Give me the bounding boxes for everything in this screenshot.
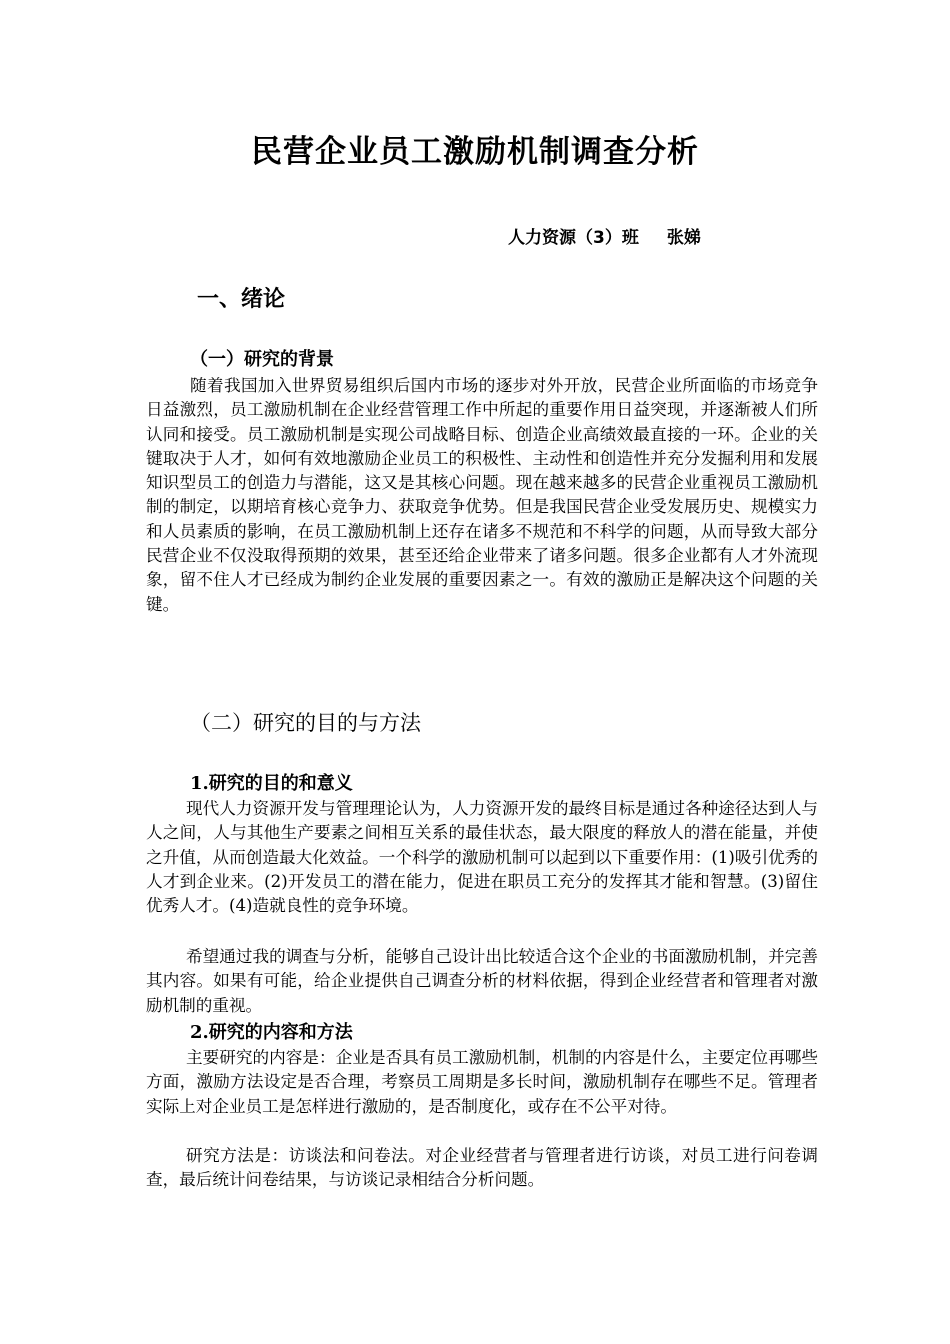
- part-heading-purpose: 1.研究的目的和意义: [190, 773, 353, 794]
- background-paragraph: 随着我国加入世界贸易组织后国内市场的逐步对外开放，民营企业所面临的市场竞争日益激烈，员工激励机制在企业经营管理工作中所起的重要作用日益突现，并逐渐被人们所认同和接受。员工激励机制是实现公司战略目标、创造企业高绩效最直接的一环。企业的关键取决于人才，如何有效地激励企业员工的积极性、主动性和创造性并充分发掘利用和发展知识型员工的创造力与潜能，这又是其核心问题。现在越来越多的民营企业重视员工激励机制的制定，以期培育核心竞争力、获取竞争优势。但是我国民营企业受发展历史、规模实力和人员素质的影响，在员工激励机制上还存在诸多不规范和不科学的问题，从而导致大部分民营企业不仅没取得预期的效果，甚至还给企业带来了诸多问题。很多企业都有人才外流现象，留不住人才已经成为制约企业发展的重要因素之一。有效的激励正是解决这个问题的关键。: [146, 376, 818, 614]
- content-paragraph: 主要研究的内容是：企业是否具有员工激励机制，机制的内容是什么，主要定位再哪些方面，激励方法设定是否合理，考察员工周期是多长时间，激励机制存在哪些不足。管理者实际上对企业员工是怎样进行激励的，是否制度化，或存在不公平对待。: [146, 1048, 818, 1116]
- author-class: 人力资源（3）班: [508, 228, 639, 248]
- section-heading-introduction: 一、绪论: [197, 287, 286, 312]
- method-paragraph: 研究方法是：访谈法和问卷法。对企业经营者与管理者进行访谈，对员工进行问卷调查，最后统计问卷结果，与访谈记录相结合分析问题。: [146, 1146, 818, 1190]
- part-heading-content-method: 2.研究的内容和方法: [190, 1022, 353, 1043]
- subsection-heading-background: （一）研究的背景: [190, 349, 334, 370]
- author-line: [508, 226, 701, 250]
- author-name: 张娣: [666, 228, 701, 248]
- purpose-paragraph-2: 希望通过我的调查与分析，能够自己设计出比较适合这个企业的书面激励机制，并完善其内容。如果有可能，给企业提供自己调查分析的材料依据，得到企业经营者和管理者对激励机制的重视。: [146, 947, 818, 1015]
- document-title: 民营企业员工激励机制调查分析: [251, 134, 699, 170]
- purpose-paragraph-1: 现代人力资源开发与管理理论认为，人力资源开发的最终目标是通过各种途径达到人与人之间，人与其他生产要素之间相互关系的最佳状态，最大限度的释放人的潜在能量，并使之升值，从而创造最大化效益。一个科学的激励机制可以起到以下重要作用：(1)吸引优秀的人才到企业来。(2)开发员工的潜在能力，促进在职员工充分的发挥其才能和智慧。(3)留住优秀人才。(4)造就良性的竞争环境。: [146, 799, 818, 916]
- subsection-heading-purpose-method: （二）研究的目的与方法: [190, 711, 421, 735]
